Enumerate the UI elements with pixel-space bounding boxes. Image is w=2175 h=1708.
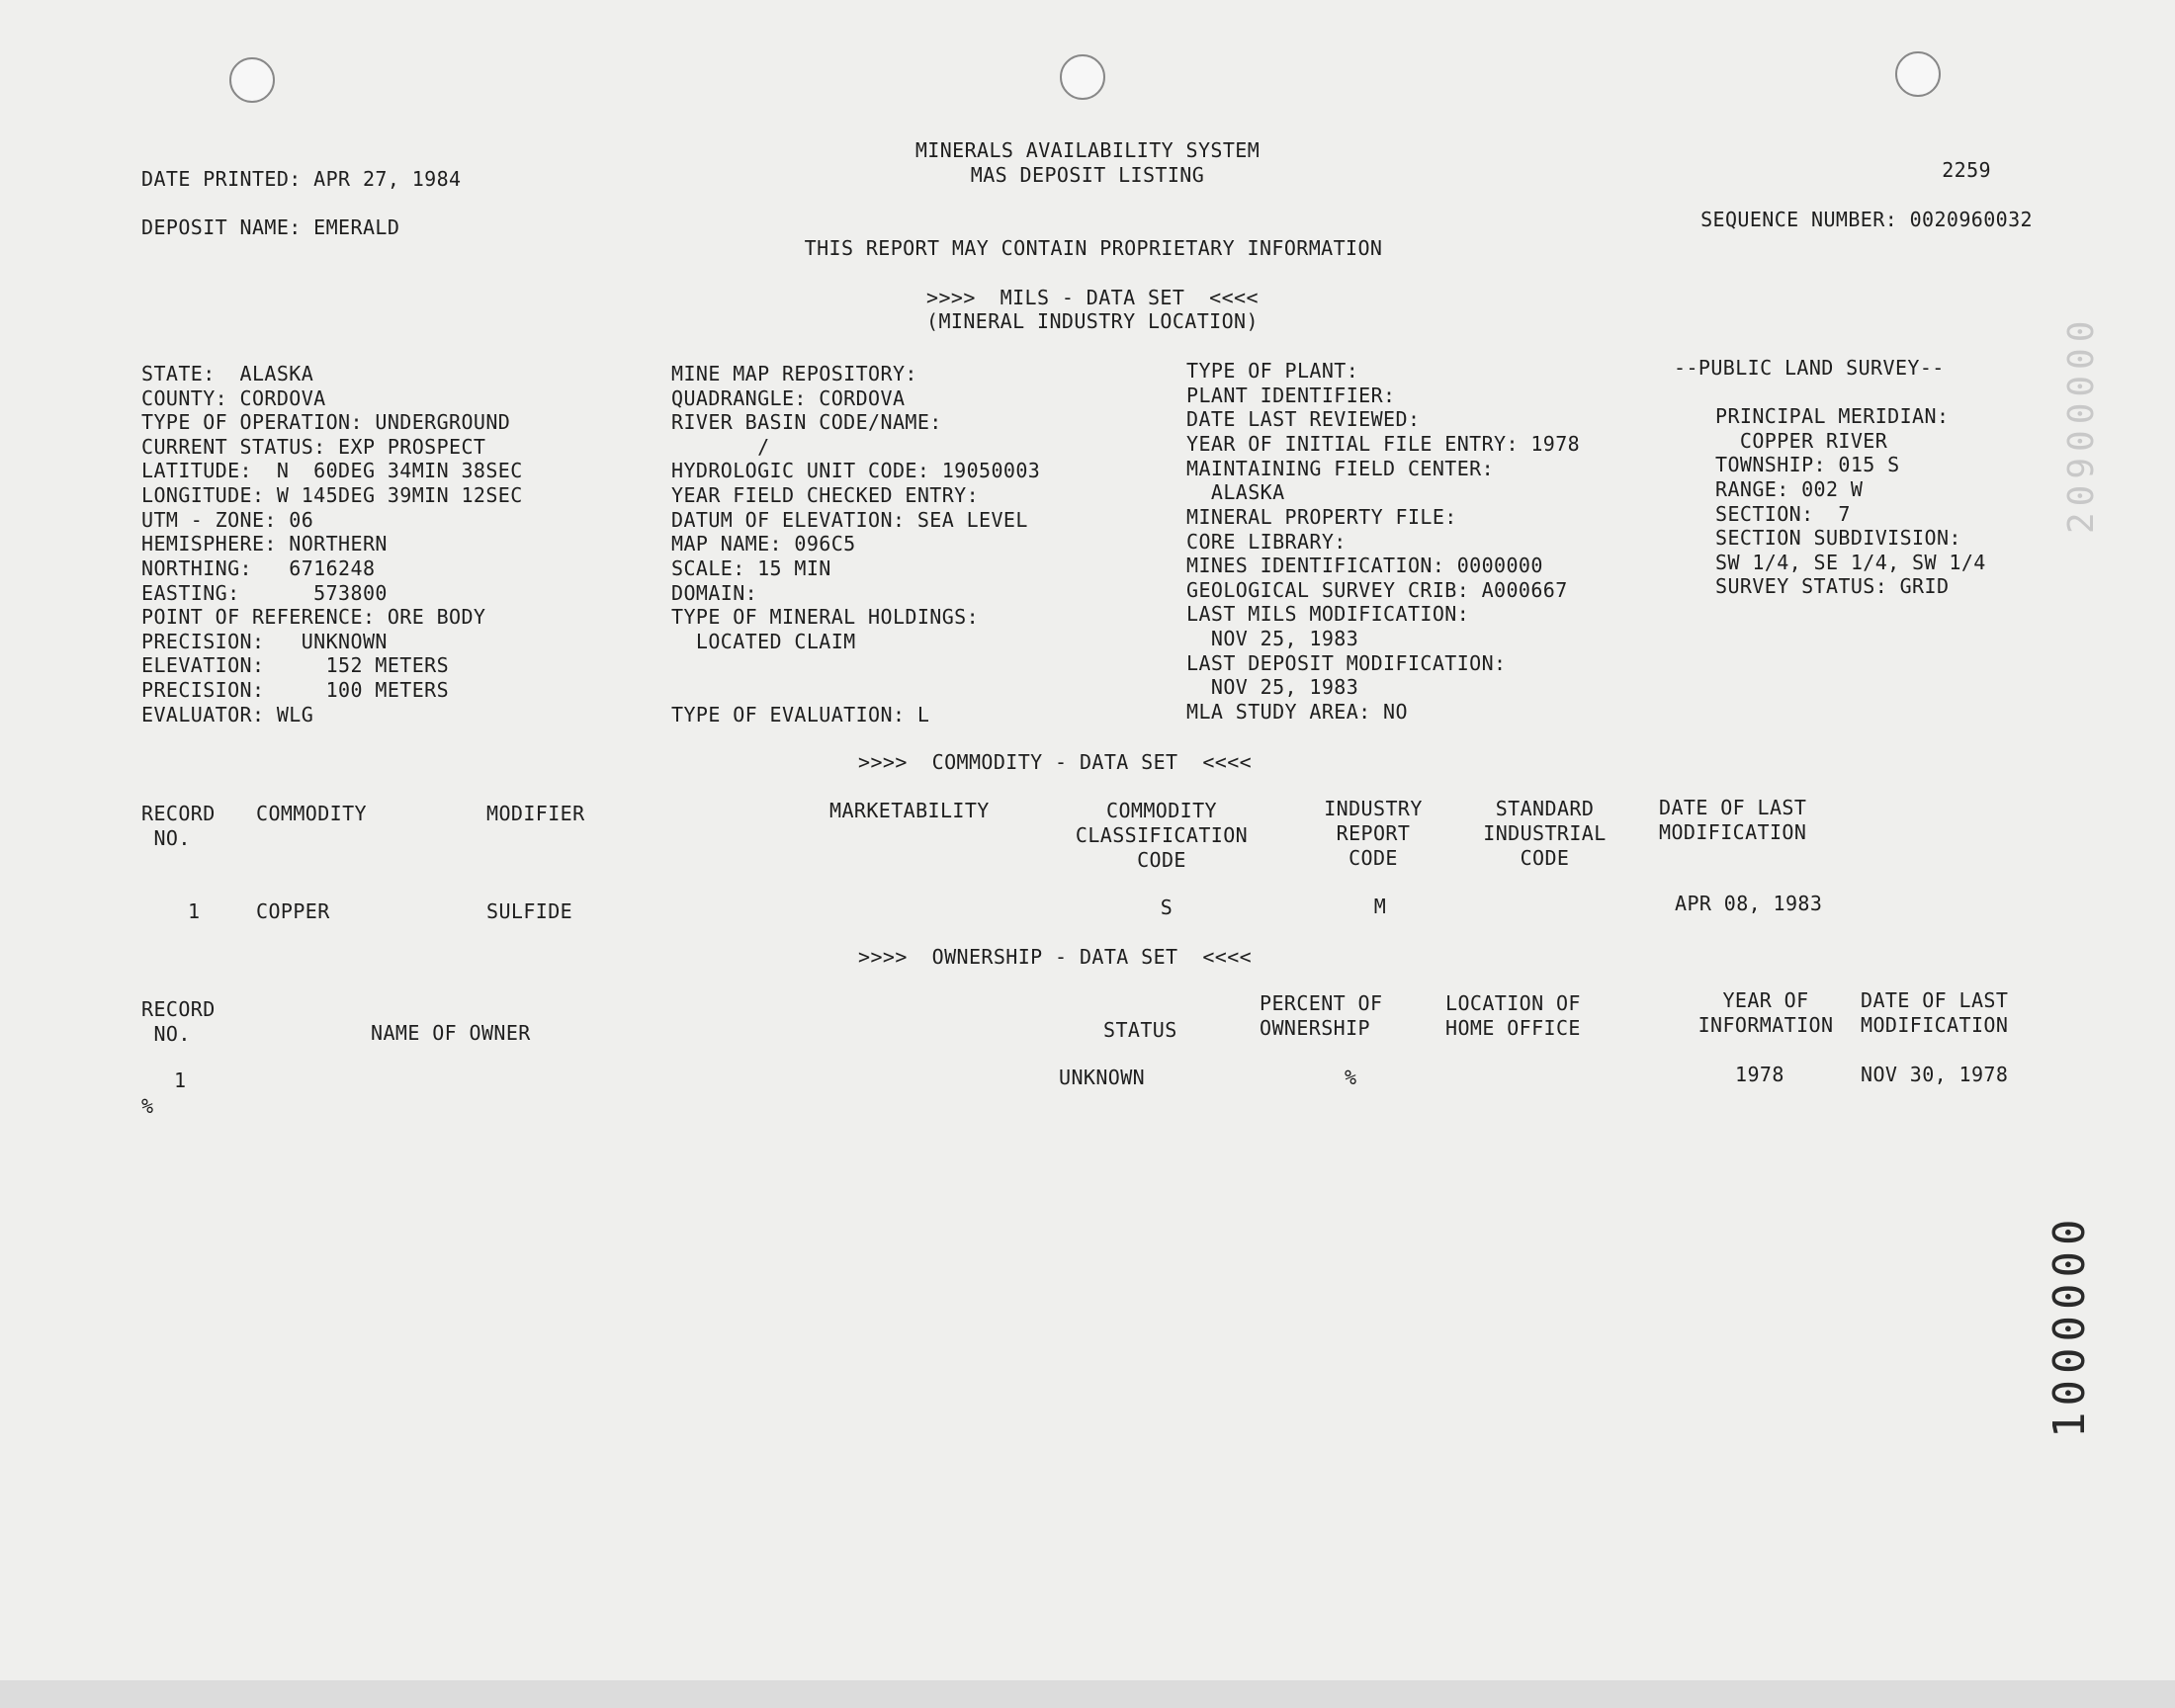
- field-line: ELEVATION: 152 METERS: [141, 653, 450, 677]
- cell-year: 1978: [1735, 1063, 1784, 1086]
- field-line: GEOLOGICAL SURVEY CRIB: A000667: [1186, 578, 1568, 602]
- field-line: SURVEY STATUS: GRID: [1715, 574, 1950, 598]
- cell-status: UNKNOWN: [1059, 1066, 1146, 1089]
- field-line: COPPER RIVER: [1715, 429, 1888, 453]
- field-line: LAST DEPOSIT MODIFICATION:: [1186, 651, 1507, 675]
- field-line: TYPE OF PLANT:: [1186, 359, 1359, 383]
- col-header-owner: NAME OF OWNER: [371, 1021, 531, 1045]
- field-line: CURRENT STATUS: EXP PROSPECT: [141, 435, 486, 459]
- field-line: MINE MAP REPOSITORY:: [671, 362, 917, 385]
- field-line: MLA STUDY AREA: NO: [1186, 700, 1408, 724]
- system-title: MINERALS AVAILABILITY SYSTEM: [914, 138, 1261, 162]
- field-line: HEMISPHERE: NORTHERN: [141, 532, 388, 555]
- col-header-commodity: COMMODITY: [256, 802, 367, 825]
- field-line: SECTION: 7: [1715, 502, 1851, 526]
- col-header-record-no: RECORD NO.: [141, 997, 216, 1046]
- field-line: MAINTAINING FIELD CENTER:: [1186, 457, 1495, 480]
- cell-commodity: COPPER: [256, 899, 330, 923]
- field-line: LAST MILS MODIFICATION:: [1186, 602, 1470, 626]
- field-line: DATE LAST REVIEWED:: [1186, 407, 1421, 431]
- cell-record-no: 1: [188, 899, 201, 923]
- cell-date-mod: APR 08, 1983: [1675, 892, 1823, 915]
- commodity-heading: >>>> COMMODITY - DATA SET <<<<: [858, 750, 1253, 774]
- cell-date-mod: NOV 30, 1978: [1861, 1063, 2009, 1086]
- sequence-number: SEQUENCE NUMBER: 0020960032: [1700, 208, 2033, 231]
- field-line: TYPE OF MINERAL HOLDINGS:: [671, 605, 980, 629]
- field-line: MAP NAME: 096C5: [671, 532, 856, 555]
- cell-record-no: 1: [174, 1068, 187, 1092]
- field-line: PRECISION: UNKNOWN: [141, 630, 388, 653]
- field-line: EVALUATOR: WLG: [141, 703, 314, 726]
- field-line: SECTION SUBDIVISION:: [1715, 526, 1961, 550]
- cell-industry: M: [1373, 895, 1387, 918]
- field-line: ALASKA: [1186, 480, 1285, 504]
- col-header-sic: STANDARD INDUSTRIAL CODE: [1483, 797, 1607, 870]
- mils-heading: >>>> MILS - DATA SET <<<<: [926, 286, 1259, 309]
- field-line: LONGITUDE: W 145DEG 39MIN 12SEC: [141, 483, 523, 507]
- field-line: HYDROLOGIC UNIT CODE: 19050003: [671, 459, 1041, 482]
- cell-modifier: SULFIDE: [486, 899, 573, 923]
- field-line: COUNTY: CORDOVA: [141, 386, 326, 410]
- field-line: YEAR OF INITIAL FILE ENTRY: 1978: [1186, 432, 1581, 456]
- side-stamp-upper: 20900000: [2061, 314, 2102, 534]
- col-header-year: YEAR OF INFORMATION: [1697, 988, 1834, 1037]
- field-line: STATE: ALASKA: [141, 362, 314, 385]
- field-line: NOV 25, 1983: [1186, 675, 1359, 699]
- field-line: UTM - ZONE: 06: [141, 508, 314, 532]
- cell-percent: %: [1345, 1066, 1357, 1089]
- col-header-percent: PERCENT OF OWNERSHIP: [1260, 991, 1383, 1040]
- col-header-record-no: RECORD NO.: [141, 802, 216, 850]
- type-of-evaluation: TYPE OF EVALUATION: L: [671, 703, 930, 726]
- field-line: RIVER BASIN CODE/NAME:: [671, 410, 942, 434]
- listing-title: MAS DEPOSIT LISTING: [970, 163, 1205, 187]
- col-header-location: LOCATION OF HOME OFFICE: [1445, 991, 1581, 1040]
- binder-hole-left: [229, 57, 275, 103]
- field-line: CORE LIBRARY:: [1186, 530, 1347, 554]
- col-header-status: STATUS: [1103, 1018, 1177, 1042]
- field-line: TYPE OF OPERATION: UNDERGROUND: [141, 410, 511, 434]
- field-line: POINT OF REFERENCE: ORE BODY: [141, 605, 486, 629]
- col-header-date-mod: DATE OF LAST MODIFICATION: [1659, 796, 1807, 844]
- date-printed: DATE PRINTED: APR 27, 1984: [141, 167, 462, 191]
- field-line: LOCATED CLAIM: [671, 630, 856, 653]
- proprietary-notice: THIS REPORT MAY CONTAIN PROPRIETARY INFORMATION: [804, 236, 1383, 260]
- deposit-name: DEPOSIT NAME: EMERALD: [141, 215, 400, 239]
- field-line: RANGE: 002 W: [1715, 477, 1864, 501]
- field-line: DOMAIN:: [671, 581, 758, 605]
- field-line: SW 1/4, SE 1/4, SW 1/4: [1715, 551, 1986, 574]
- field-line: EASTING: 573800: [141, 581, 388, 605]
- ownership-heading: >>>> OWNERSHIP - DATA SET <<<<: [858, 945, 1253, 969]
- field-line: SCALE: 15 MIN: [671, 556, 831, 580]
- col-header-classification: COMMODITY CLASSIFICATION CODE: [1075, 799, 1249, 872]
- col-header-marketability: MARKETABILITY: [829, 799, 990, 822]
- field-line: TOWNSHIP: 015 S: [1715, 453, 1900, 476]
- field-line: PLANT IDENTIFIER:: [1186, 384, 1396, 407]
- field-line: /: [671, 435, 770, 459]
- field-line: MINERAL PROPERTY FILE:: [1186, 505, 1457, 529]
- col-header-modifier: MODIFIER: [486, 802, 585, 825]
- field-line: MINES IDENTIFICATION: 0000000: [1186, 554, 1543, 577]
- mils-subheading: (MINERAL INDUSTRY LOCATION): [926, 309, 1259, 333]
- field-line: NOV 25, 1983: [1186, 627, 1359, 650]
- field-line: NORTHING: 6716248: [141, 556, 376, 580]
- field-line: QUADRANGLE: CORDOVA: [671, 386, 906, 410]
- page-number: 2259: [1942, 158, 1991, 182]
- field-line: DATUM OF ELEVATION: SEA LEVEL: [671, 508, 1028, 532]
- cell-trailing-percent: %: [141, 1094, 154, 1118]
- binder-hole-center: [1060, 54, 1105, 100]
- land-survey-heading: --PUBLIC LAND SURVEY--: [1674, 356, 1945, 380]
- side-stamp-lower: 1000000: [2044, 1213, 2095, 1438]
- field-line: YEAR FIELD CHECKED ENTRY:: [671, 483, 980, 507]
- field-line: LATITUDE: N 60DEG 34MIN 38SEC: [141, 459, 523, 482]
- col-header-industry: INDUSTRY REPORT CODE: [1324, 797, 1423, 870]
- cell-classification: S: [1160, 896, 1174, 919]
- col-header-date-mod: DATE OF LAST MODIFICATION: [1861, 988, 2009, 1037]
- binder-hole-right: [1895, 51, 1941, 97]
- field-line: PRINCIPAL MERIDIAN:: [1715, 404, 1950, 428]
- field-line: PRECISION: 100 METERS: [141, 678, 450, 702]
